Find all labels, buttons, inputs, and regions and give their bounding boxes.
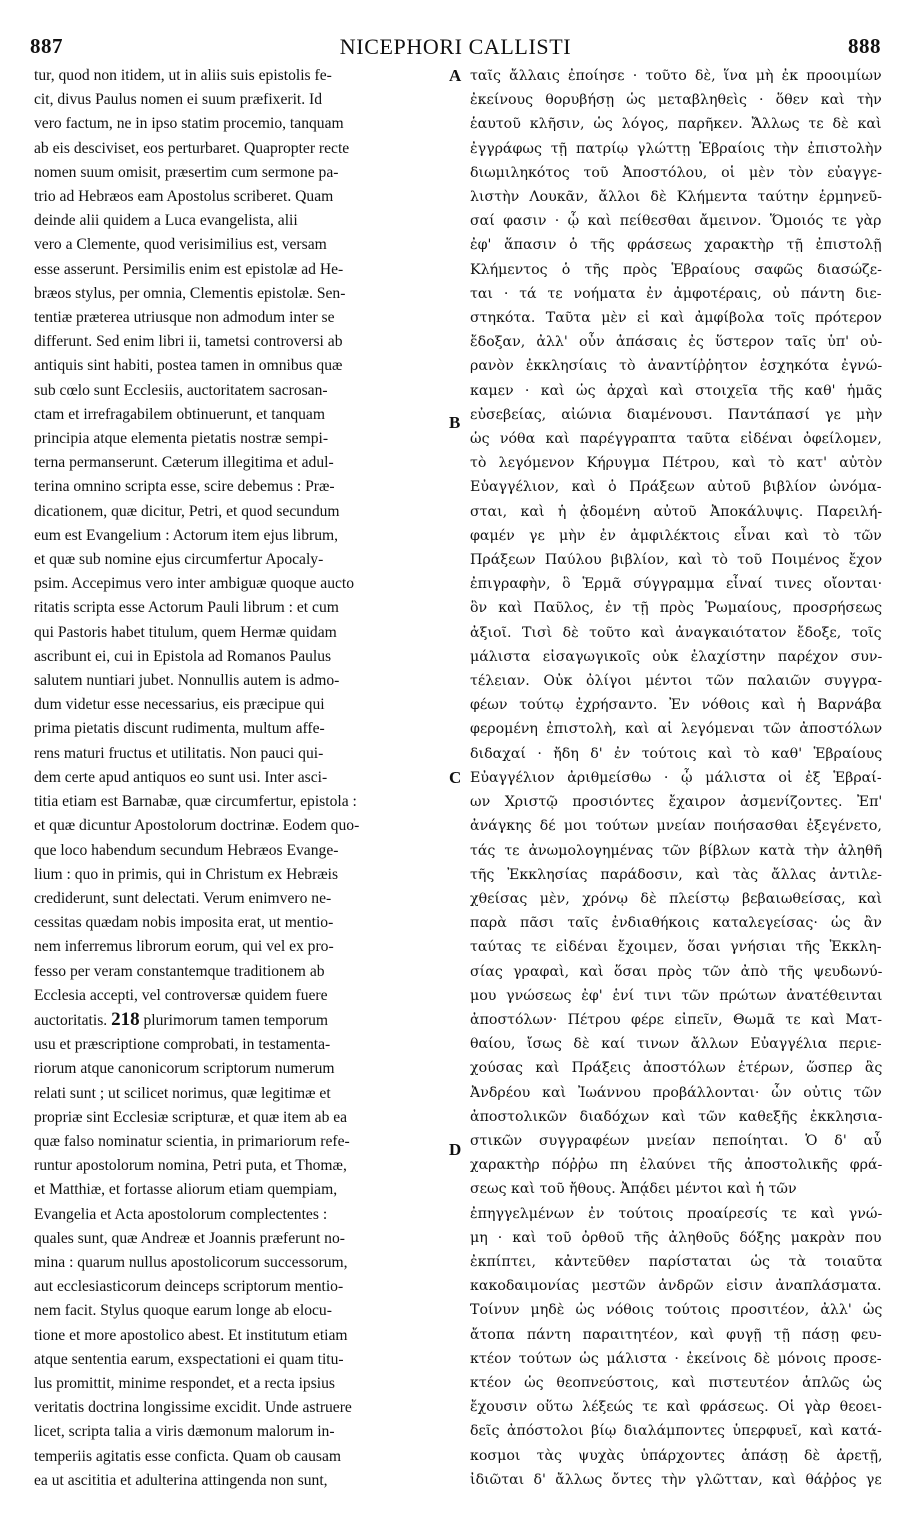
latin-line: licet, scripta talia a viris dæmonum malorum in-	[34, 1423, 335, 1441]
greek-line: φαμέν γε μὴν ἐν ἀμφιλέκτοις εἶναι καὶ τὸ τῶν	[470, 527, 882, 544]
greek-line: Πράξεων Παύλου βιβλίον, καὶ τὸ τοῦ Ποιμένος ἔχον	[470, 552, 882, 569]
latin-line: ea ut ascititia et adulterina attingenda non sunt,	[34, 1471, 328, 1489]
latin-line	[34, 1008, 444, 1033]
greek-line: διωμιληκότος τοῦ Ἀποστόλου, οἱ μὲν τὸν εὐαγγε-	[470, 164, 882, 181]
greek-line: ταῖς ἄλλαις ἐποίησε · τοῦτο δὲ, ἵνα μὴ ἐκ προοιμίων	[470, 68, 882, 84]
latin-line: nomen suum omisit, præsertim cum sermone pa-	[34, 163, 339, 181]
latin-line: quales sunt, quæ Andreæ et Joannis præferunt no-	[34, 1229, 345, 1247]
latin-line: veritatis doctrina longissime excidit. Unde astruere	[34, 1399, 352, 1417]
greek-line: κακοδαιμονίας μεστῶν ἀνδρῶν εἰσιν ἀναπλάσματα.	[470, 1278, 882, 1295]
latin-line-fragment: plurimorum tamen temporum	[143, 1011, 328, 1029]
greek-line: ὃν καὶ Παῦλος, ἐν τῇ πρὸς Ῥωμαίους, προσρήσεως	[470, 600, 882, 617]
latin-line: antiquis sint habiti, postea tamen in omnibus quæ	[34, 357, 343, 375]
greek-line: τέλειαν. Οὐκ ὀλίγοι μέντοι τῶν παλαιῶν συγγρα-	[470, 673, 882, 690]
greek-line: σαί φασιν · ᾧ καὶ πείθεσθαι ἄμεινον. Ὅμοιός τε γὰρ	[470, 213, 882, 230]
latin-line: atque sententia earum, exspectationi ei quam titu-	[34, 1350, 344, 1368]
greek-line: ταύτας τε εἰδέναι ἔχοιμεν, ὅσαι γνήσιαι τῆς Ἐκκλη-	[470, 939, 882, 956]
column-reference-number: 218	[111, 1008, 140, 1030]
latin-line: et quæ sub nomine ejus circumfertur Apocaly-	[34, 551, 324, 569]
latin-line: qui Pastoris habet titulum, quem Hermæ quidam	[34, 623, 337, 641]
greek-line: κοσμοι τὰς ψυχὰς ὑπάρχοντες ἁπάσῃ δὲ ἀρετῇ,	[470, 1447, 882, 1464]
latin-line: terna permanserunt. Cæterum illegitima et adul-	[34, 454, 334, 472]
latin-line: trio ad Hebræos eam Apostolus scriberet. Quam	[34, 188, 334, 206]
latin-line: vero a Clemente, quod verisimilius est, versam	[34, 236, 327, 254]
greek-line: εὐσεβείας, αἰώνια διαμένουσι. Παντάπασί γε μὴν	[470, 406, 882, 423]
latin-line: crediderunt, sunt delectati. Verum enimvero ne-	[34, 889, 332, 907]
section-marker-c: C	[449, 768, 462, 787]
greek-line: σεως καὶ τοῦ ἤθους. Ἀπᾴδει μέντοι καὶ ἡ τῶν	[470, 1181, 797, 1198]
left-page-number: 887	[30, 34, 63, 58]
latin-line: tione et more apostolico abest. Et institutum etiam	[34, 1326, 348, 1344]
greek-line: ἄτοπα πάντη παραιτητέον, καὶ φυγῇ τῇ πάσῃ φευ-	[470, 1326, 882, 1343]
greek-line: χθείσας μὲν, χρόνῳ δὲ πλείστῳ βεβαιωθείσας, καὶ	[470, 890, 882, 907]
latin-line: Ecclesia accepti, vel controversæ quidem fuere	[34, 986, 328, 1004]
greek-line: παρὰ πᾶσι ταῖς ἐνδιαθήκοις καταλεγείσας· ὡς ἂν	[470, 915, 882, 932]
section-marker-a: A	[449, 66, 462, 85]
latin-line: propriæ sint Ecclesiæ scripturæ, et quæ item ab ea	[34, 1108, 348, 1126]
latin-line: sub cœlo sunt Ecclesiis, auctoritatem sacrosan-	[34, 381, 328, 399]
greek-line: ἀξιοῖ. Τισὶ δὲ τοῦτο καὶ ἀναγκαιότατον ἔδοξε, τοῖς	[470, 624, 882, 641]
latin-line: ritatis scripta esse Actorum Pauli librum : et cum	[34, 599, 339, 617]
latin-line: principia atque elementa pietatis nostræ sempi-	[34, 430, 329, 448]
greek-line: σται, καὶ ἡ ᾀδομένη αὐτοῦ Ἀποκάλυψις. Παρειλή-	[470, 503, 882, 520]
latin-line: differunt. Sed enim libri ii, tametsi controversi ab	[34, 333, 343, 351]
greek-line: φέων τούτῳ ἐχρήσαντο. Ἐν νόθοις καὶ ἡ Βαρνάβα	[470, 697, 882, 714]
latin-line: prima pietatis discunt rudimenta, multum affe-	[34, 720, 325, 738]
greek-line: ρανὸν ἐκκλησίαις τὸ ἀναντίῤῥητον ἐσχηκότα ἐγνώ-	[470, 358, 882, 375]
greek-line: ἐκείνους θορυβήσῃ ὡς μεταβληθεὶς · ὅθεν καὶ τὴν	[470, 92, 882, 109]
latin-line: vero factum, ne in ipso statim procemio, tanquam	[34, 115, 344, 133]
greek-line: ων Χριστῷ προσιόντες ἔχαιρον ἀσμενίζοντες. Ἐπ'	[470, 794, 882, 811]
latin-line: ascribunt ei, cui in Epistola ad Romanos Paulus	[34, 647, 332, 665]
greek-line: ἐφ' ἅπασιν ὁ τῆς φράσεως χαρακτὴρ τῇ ἐπιστολῇ	[470, 237, 882, 254]
latin-line: cit, divus Paulus nomen ei suum præfixerit. Id	[34, 91, 323, 109]
running-header	[30, 34, 881, 64]
running-title: NICEPHORI CALLISTI	[339, 34, 572, 59]
latin-line: deinde alii quidem a Luca evangelista, alii	[34, 212, 298, 230]
greek-line: διδαχαί · ἤδη δ' ἐν τούτοις καὶ τὸ καθ' Ἑβραίους	[470, 745, 882, 762]
greek-line: λιστὴν Λουκᾶν, ἄλλοι δὲ Κλήμεντα ταύτην ἑρμηνεῦ-	[470, 189, 882, 206]
greek-line: σίας γραφαὶ, καὶ ὅσαι πρὸς τῶν ἀπὸ τῆς ψευδωνύ-	[470, 963, 882, 980]
latin-line: cessitas quædam nobis imposita erat, ut mentio-	[34, 914, 334, 932]
greek-line: Εὐαγγέλιον ἀριθμείσθω · ᾧ μάλιστα οἱ ἐξ Ἑβραί-	[470, 769, 882, 786]
latin-line: et quæ dicuntur Apostolorum doctrinæ. Eodem quo-	[34, 817, 360, 835]
greek-line: θαίου, ἴσως δὲ καί τινων ἄλλων Εὐαγγέλια περιε-	[470, 1036, 882, 1053]
latin-line: rens maturi fructus et utilitatis. Non pauci qui-	[34, 744, 324, 762]
latin-line: ctam et irrefragabilem obtinuerunt, et tanquam	[34, 405, 325, 423]
greek-line: ἐγγράφως τῇ πατρίῳ γλώττῃ Ἑβραίοις τὴν ἐπιστολὴν	[470, 140, 882, 157]
greek-line: στηκότα. Ταῦτα μὲν εἰ καὶ ἀμφίβολα τοῖς πρότερον	[470, 310, 882, 327]
latin-line: aut ecclesiasticorum deinceps scriptorum mentio-	[34, 1278, 344, 1296]
greek-line: χούσας καὶ Πράξεις ἀποστόλων ἑτέρων, ὥσπερ ἃς	[470, 1060, 882, 1077]
greek-line: φερομένη ἐπιστολὴ, καὶ αἱ λεγόμεναι τῶν ἀποστόλων	[470, 721, 882, 738]
greek-line: ἔδοξαν, ἀλλ' οὖν ἁπάσαις ἐς ὕστερον ταῖς ὑπ' οὐ-	[470, 334, 882, 351]
latin-line: usu et præscriptione comprobati, in testamenta-	[34, 1036, 331, 1054]
latin-line: fesso per veram constantemque traditionem ab	[34, 962, 325, 980]
latin-line: psim. Accepimus vero inter ambiguæ quoque aucto	[34, 575, 355, 593]
greek-line: ἐπιγραφὴν, ὃ Ἑρμᾶ σύγγραμμα εἶναί τινες οἴονται·	[470, 576, 882, 593]
greek-line: Κλήμεντος ὁ τῆς πρὸς Ἑβραίους σαφῶς διασώζε-	[470, 261, 882, 278]
greek-line: στικῶν συγγραφέων μνείαν πεποίηται. Ὁ δ' αὖ	[470, 1132, 882, 1149]
greek-line: κτέον ὡς θεοπνεύστοις, καὶ πιστευτέον ἁπλῶς ὡς	[470, 1374, 882, 1391]
greek-line: ἑαυτοῦ κλῆσιν, ὡς λόγος, παρῆκεν. Ἄλλως τε δὲ καὶ	[470, 116, 882, 133]
greek-line: χαρακτὴρ πόῤῥω πη ἐλαύνει τῆς ἀποστολικῆς φρά-	[470, 1157, 882, 1174]
latin-line: dicationem, quæ dicitur, Petri, et quod secundum	[34, 502, 340, 520]
greek-column	[470, 64, 882, 1492]
latin-line: quæ falso nominatur scientia, in primariorum refe-	[34, 1132, 350, 1150]
latin-line: eum est Evangelium : Actorum item ejus librum,	[34, 526, 339, 544]
latin-line: salutem nuntiari jubet. Nonnullis autem is admo-	[34, 672, 340, 690]
section-marker-d: D	[449, 1140, 462, 1159]
right-page-number: 888	[848, 34, 881, 58]
greek-line: ἀποστόλων· Πέτρου φέρε εἰπεῖν, Θωμᾶ τε καὶ Ματ-	[470, 1011, 882, 1028]
latin-line: et Matthiæ, et fortasse aliorum etiam quempiam,	[34, 1181, 338, 1199]
latin-line-fragment: auctoritatis.	[34, 1011, 108, 1029]
latin-line: nem inferremus librorum eorum, qui vel ex pro-	[34, 938, 334, 956]
greek-line: ἔχουσιν οὕτω λέξεώς τε καὶ φράσεως. Οἱ γὰρ θεοει-	[470, 1399, 882, 1416]
latin-line: relati sunt ; ut scilicet norimus, quæ legitimæ et	[34, 1084, 331, 1102]
greek-line: μη · καὶ τοῦ ὀρθοῦ τῆς ἀληθοῦς δόξης μακρὰν που	[470, 1229, 882, 1246]
latin-line: tentiæ præterea utriusque non admodum inter se	[34, 309, 335, 327]
section-marker-b: B	[449, 413, 461, 432]
greek-line: Ἀνδρέου καὶ Ἰωάννου προβάλλονται· ὧν οὐτις τῶν	[470, 1084, 882, 1101]
latin-line: mina : quarum nullus apostolicorum successorum,	[34, 1253, 348, 1271]
greek-line: δεῖς ἀπόστολοι βίῳ διαλάμποντες ὑπερφυεῖ, καὶ κατά-	[470, 1423, 882, 1440]
latin-line: esse asserunt. Persimilis enim est epistolæ ad He-	[34, 260, 344, 278]
greek-line: τάς τε ἀνωμολογημένας τῶν βίβλων κατὰ τὴν ἀληθῆ	[470, 842, 882, 859]
greek-line: ἐπηγγελμένων ἐν τούτοις προαίρεσίς τε καὶ γνώ-	[470, 1205, 882, 1222]
latin-line: nem facit. Stylus quoque earum longe ab elocu-	[34, 1302, 332, 1320]
latin-line: bræos stylus, per omnia, Clementis epistolæ. Sen-	[34, 284, 346, 302]
greek-line: Εὐαγγέλιον, καὶ ὁ Πράξεων αὐτοῦ βιβλίον ὠνόμα-	[470, 479, 882, 496]
latin-line: que loco habendum secundum Hebræos Evange-	[34, 841, 339, 859]
greek-line: ἰδιῶται δ' ἄλλως ὄντες τὴν γλῶτταν, καὶ θάῤῥος γε	[470, 1471, 882, 1488]
latin-line: Evangelia et Acta apostolorum complectentes :	[34, 1205, 328, 1223]
latin-line: titia etiam est Barnabæ, quæ circumfertur, epistola :	[34, 793, 357, 811]
latin-line: runtur apostolorum nomina, Petri puta, et Thomæ,	[34, 1157, 347, 1175]
greek-line: Τοίνυν μηδὲ ὡς νόθοις τούτοις προσιτέον, ἀλλ' ὡς	[470, 1302, 882, 1319]
greek-line: ἀνάγκης δέ μοι τούτων μνείαν ποιήσασθαι ἐξεγένετο,	[470, 818, 882, 835]
greek-line: τὸ λεγόμενον Κήρυγμα Πέτρου, καὶ τὸ κατ' αὐτὸν	[470, 455, 882, 472]
latin-line: dum videtur esse necessarius, eis præcipue qui	[34, 696, 325, 714]
greek-line: ὡς νόθα καὶ παρέγγραπτα ταῦτα εἰδέναι ὀφείλομεν,	[470, 431, 882, 448]
latin-column	[34, 64, 444, 1493]
latin-line: temperiis agitatis esse conficta. Quam ob causam	[34, 1447, 342, 1465]
latin-line: dem certe apud antiquos eo sunt usi. Inter asci-	[34, 768, 328, 786]
greek-line: καμεν · καὶ ὡς ἀρχαὶ καὶ στοιχεῖα τῆς καθ' ἡμᾶς	[470, 382, 882, 399]
latin-line: tur, quod non itidem, ut in aliis suis epistolis fe-	[34, 67, 332, 84]
latin-line: riorum atque canonicorum scriptorum numerum	[34, 1060, 335, 1078]
greek-line: ἐκπίπτει, κἀντεῦθεν παρίσταται ὡς τὰ τοιαῦτα	[470, 1253, 882, 1270]
greek-line: τῆς Ἐκκλησίας παράδοσιν, καὶ τὰς ἄλλας ἀντιλε-	[470, 866, 882, 883]
latin-line: lium : quo in primis, qui in Christum ex Hebræis	[34, 865, 339, 883]
greek-line: ἀποστολικῶν διαδόχων καὶ τῶν καθεξῆς ἐκκλησια-	[470, 1108, 882, 1125]
latin-line: ab eis desciviset, eos perturbaret. Quapropter recte	[34, 139, 350, 157]
greek-line: μου γνώσεως ἐφ' ἑνί τινι τῶν πρώτων ἀνατέθεινται	[470, 987, 882, 1004]
greek-line: ται · τά τε νοήματα ἐν ἀμφοτέραις, οὐ πάντη διε-	[470, 285, 882, 302]
greek-line: μάλιστα εἰσαγωγικοῖς οὐκ ἐλαχίστην παρέχον συν-	[470, 648, 882, 665]
latin-line: terina omnino scripta esse, scire debemus : Præ-	[34, 478, 335, 496]
latin-line: lus promittit, minime respondet, et a recta ipsius	[34, 1374, 335, 1392]
greek-line: κτέον τούτων ὡς μάλιστα · ἐκείνοις δὲ μόνοις προσε-	[470, 1350, 882, 1367]
